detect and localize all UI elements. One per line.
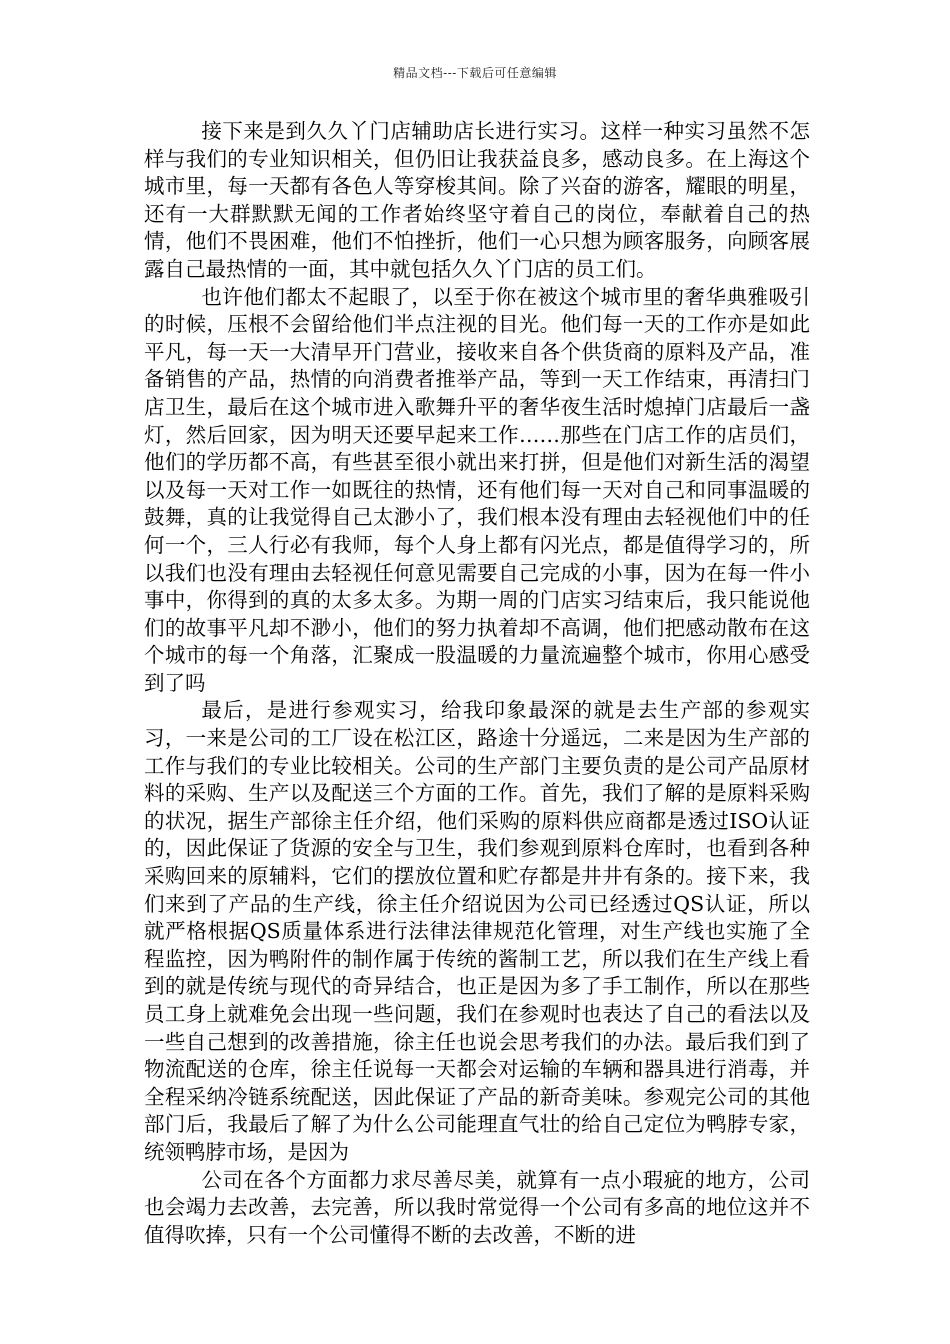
paragraph-store-internship: 接下来是到久久丫门店辅助店长进行实习。这样一种实习虽然不怎样与我们的专业知识相关，但仍旧让我获益良多，感动良多。在上海这个城市里，每一天都有各色人等穿梭其间。除了兴奋的游客，耀眼的明星，还有一大群默默无闻的工作者始终坚守着自己的岗位，奉献着自己的热情，他们不畏困难，他们不怕挫折，他们一心只想为顾客服务，向顾客展露自己最热情的一面，其中就包括久久丫门店的员工们。 [144, 119, 810, 281]
page-header: 精品文档---下载后可任意编辑 [393, 66, 557, 80]
paragraph-company-improvement: 公司在各个方面都力求尽善尽美，就算有一点小瑕疵的地方，公司也会竭力去改善，去完善，所以我时常觉得一个公司有多高的地位这并不值得吹捧，只有一个公司懂得不断的去改善，不断的进 [144, 1167, 810, 1247]
document-body [144, 118, 810, 1249]
paragraph-store-staff: 也许他们都太不起眼了，以至于你在被这个城市里的奢华典雅吸引的时候，压根不会留给他们半点注视的目光。他们每一天的工作亦是如此平凡，每一天一大清早开门营业，接收来自各个供货商的原料及产品，准备销售的产品，热情的向消费者推举产品，等到一天工作结束，再清扫门店卫生，最后在这个城市进入歌舞升平的奢华夜生活时熄掉门店最后一盏灯，然后回家，因为明天还要早起来工作……那些在门店工作的店员们，他们的学历都不高，有些甚至很小就出来打拼，但是他们对新生活的渴望以及每一天对工作一如既往的热情，还有他们每一天对自己和同事温暖的鼓舞，真的让我觉得自己太渺小了，我们根本没有理由去轻视他们中的任何一个，三人行必有我师，每个人身上都有闪光点，都是值得学习的，所以我们也没有理由去轻视任何意见需要自己完成的小事，因为在每一件小事中，你得到的真的太多太多。为期一周的门店实习结束后，我只能说他们的故事平凡却不渺小，他们的努力执着却不高调，他们把感动散布在这个城市的每一个角落，汇聚成一股温暖的力量流遍整个城市，你用心感受到了吗 [144, 284, 810, 695]
paragraph-production-visit: 最后，是进行参观实习，给我印象最深的就是去生产部的参观实习，一来是公司的工厂设在松江区，路途十分遥远，二来是因为生产部的工作与我们的专业比较相关。公司的生产部门主要负责的是公司产品原材料的采购、生产以及配送三个方面的工作。首先，我们了解的是原料采购的状况，据生产部徐主任介绍，他们采购的原料供应商都是透过ISO认证的，因此保证了货源的安全与卫生，我们参观到原料仓库时，也看到各种采购回来的原辅料，它们的摆放位置和贮存都是井井有条的。接下来，我们来到了产品的生产线，徐主任介绍说因为公司已经透过QS认证，所以就严格根据QS质量体系进行法律法律规范化管理，对生产线也实施了全程监控，因为鸭附件的制作属于传统的酱制工艺，所以我们在生产线上看到的就是传统与现代的奇异结合，也正是因为多了手工制作，所以在那些员工身上就难免会出现一些问题，我们在参观时也表达了自己的看法以及一些自己想到的改善措施，徐主任也说会思考我们的办法。最后我们到了物流配送的仓库，徐主任说每一天都会对运输的车辆和器具进行消毒，并全程采纳冷链系统配送，因此保证了产品的新奇美味。参观完公司的其他部门后，我最后了解了为什么公司能理直气壮的给自己定位为鸭脖专家，统领鸭脖市场，是因为 [144, 698, 810, 1164]
